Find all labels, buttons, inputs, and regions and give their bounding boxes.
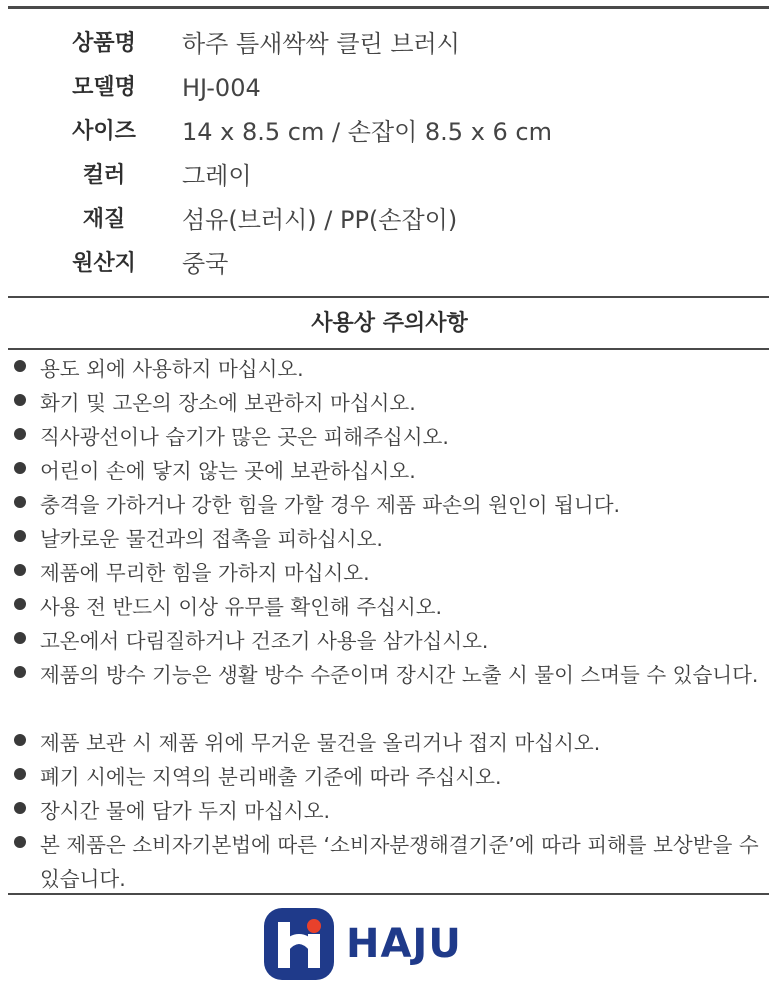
spec-value: 섬유(브러시) / PP(손잡이) bbox=[182, 206, 458, 234]
spec-value: 14 x 8.5 cm / 손잡이 8.5 x 6 cm bbox=[182, 118, 552, 146]
spec-label: 원산지 bbox=[72, 251, 136, 276]
caution-text: 용도 외에 사용하지 마십시오. bbox=[40, 357, 304, 381]
caution-text: 폐기 시에는 지역의 분리배출 기준에 따라 주십시오. bbox=[40, 765, 502, 789]
bullet-icon bbox=[14, 360, 26, 372]
bullet-icon bbox=[14, 462, 26, 474]
bullet-icon bbox=[14, 666, 26, 678]
spec-row-size bbox=[0, 112, 779, 152]
spec-label: 컬러 bbox=[82, 163, 126, 188]
caution-text: 직사광선이나 습기가 많은 곳은 피해주십시오. bbox=[40, 425, 449, 449]
spec-value: HJ-004 bbox=[182, 74, 261, 102]
spec-row-material bbox=[0, 200, 779, 240]
brand-name: HAJU bbox=[346, 921, 462, 967]
bullet-icon bbox=[14, 836, 26, 848]
bullet-icon bbox=[14, 564, 26, 576]
caution-text: 제품에 무리한 힘을 가하지 마십시오. bbox=[40, 561, 370, 585]
top-divider bbox=[8, 6, 769, 9]
bullet-icon bbox=[14, 598, 26, 610]
bullet-icon bbox=[14, 802, 26, 814]
spec-value: 중국 bbox=[182, 250, 229, 278]
caution-text: 사용 전 반드시 이상 유무를 확인해 주십시오. bbox=[40, 595, 443, 619]
spec-label: 사이즈 bbox=[72, 119, 136, 144]
title-divider bbox=[8, 348, 769, 350]
spec-label: 재질 bbox=[82, 207, 126, 232]
bullet-icon bbox=[14, 530, 26, 542]
haju-logo bbox=[264, 908, 514, 984]
bullet-icon bbox=[14, 496, 26, 508]
spec-value: 그레이 bbox=[182, 162, 252, 190]
bullet-icon bbox=[14, 632, 26, 644]
caution-text: 제품 보관 시 제품 위에 무거운 물건을 올리거나 접지 마십시오. bbox=[40, 731, 601, 755]
spec-row-color bbox=[0, 156, 779, 196]
bottom-divider bbox=[8, 893, 769, 895]
caution-text: 장시간 물에 담가 두지 마십시오. bbox=[40, 799, 331, 823]
spec-value: 하주 틈새싹싹 클린 브러시 bbox=[182, 30, 460, 58]
bullet-icon bbox=[14, 394, 26, 406]
caution-text: 날카로운 물건과의 접촉을 피하십시오. bbox=[40, 527, 383, 551]
spec-row-origin bbox=[0, 244, 779, 284]
caution-text: 고온에서 다림질하거나 건조기 사용을 삼가십시오. bbox=[40, 629, 489, 653]
spec-row-model bbox=[0, 68, 779, 108]
bullet-icon bbox=[14, 768, 26, 780]
cautions-title: 사용상 주의사항 bbox=[311, 311, 468, 336]
caution-text: 화기 및 고온의 장소에 보관하지 마십시오. bbox=[40, 391, 416, 415]
caution-text: 제품의 방수 기능은 생활 방수 수준이며 장시간 노출 시 물이 스며들 수 있습니다. bbox=[40, 663, 759, 687]
caution-text: 본 제품은 소비자기본법에 따른 ‘소비자분쟁해결기준’에 따라 피해를 보상받을 수 있습니다. bbox=[40, 833, 759, 891]
haju-logo-mark-icon bbox=[264, 908, 334, 980]
spec-label: 모델명 bbox=[72, 75, 136, 100]
caution-text: 충격을 가하거나 강한 힘을 가할 경우 제품 파손의 원인이 됩니다. bbox=[40, 493, 621, 517]
bullet-icon bbox=[14, 734, 26, 746]
caution-text: 어린이 손에 닿지 않는 곳에 보관하십시오. bbox=[40, 459, 416, 483]
spec-row-product-name bbox=[0, 24, 779, 64]
bullet-icon bbox=[14, 428, 26, 440]
spec-label: 상품명 bbox=[72, 31, 136, 56]
section-divider bbox=[8, 296, 769, 298]
